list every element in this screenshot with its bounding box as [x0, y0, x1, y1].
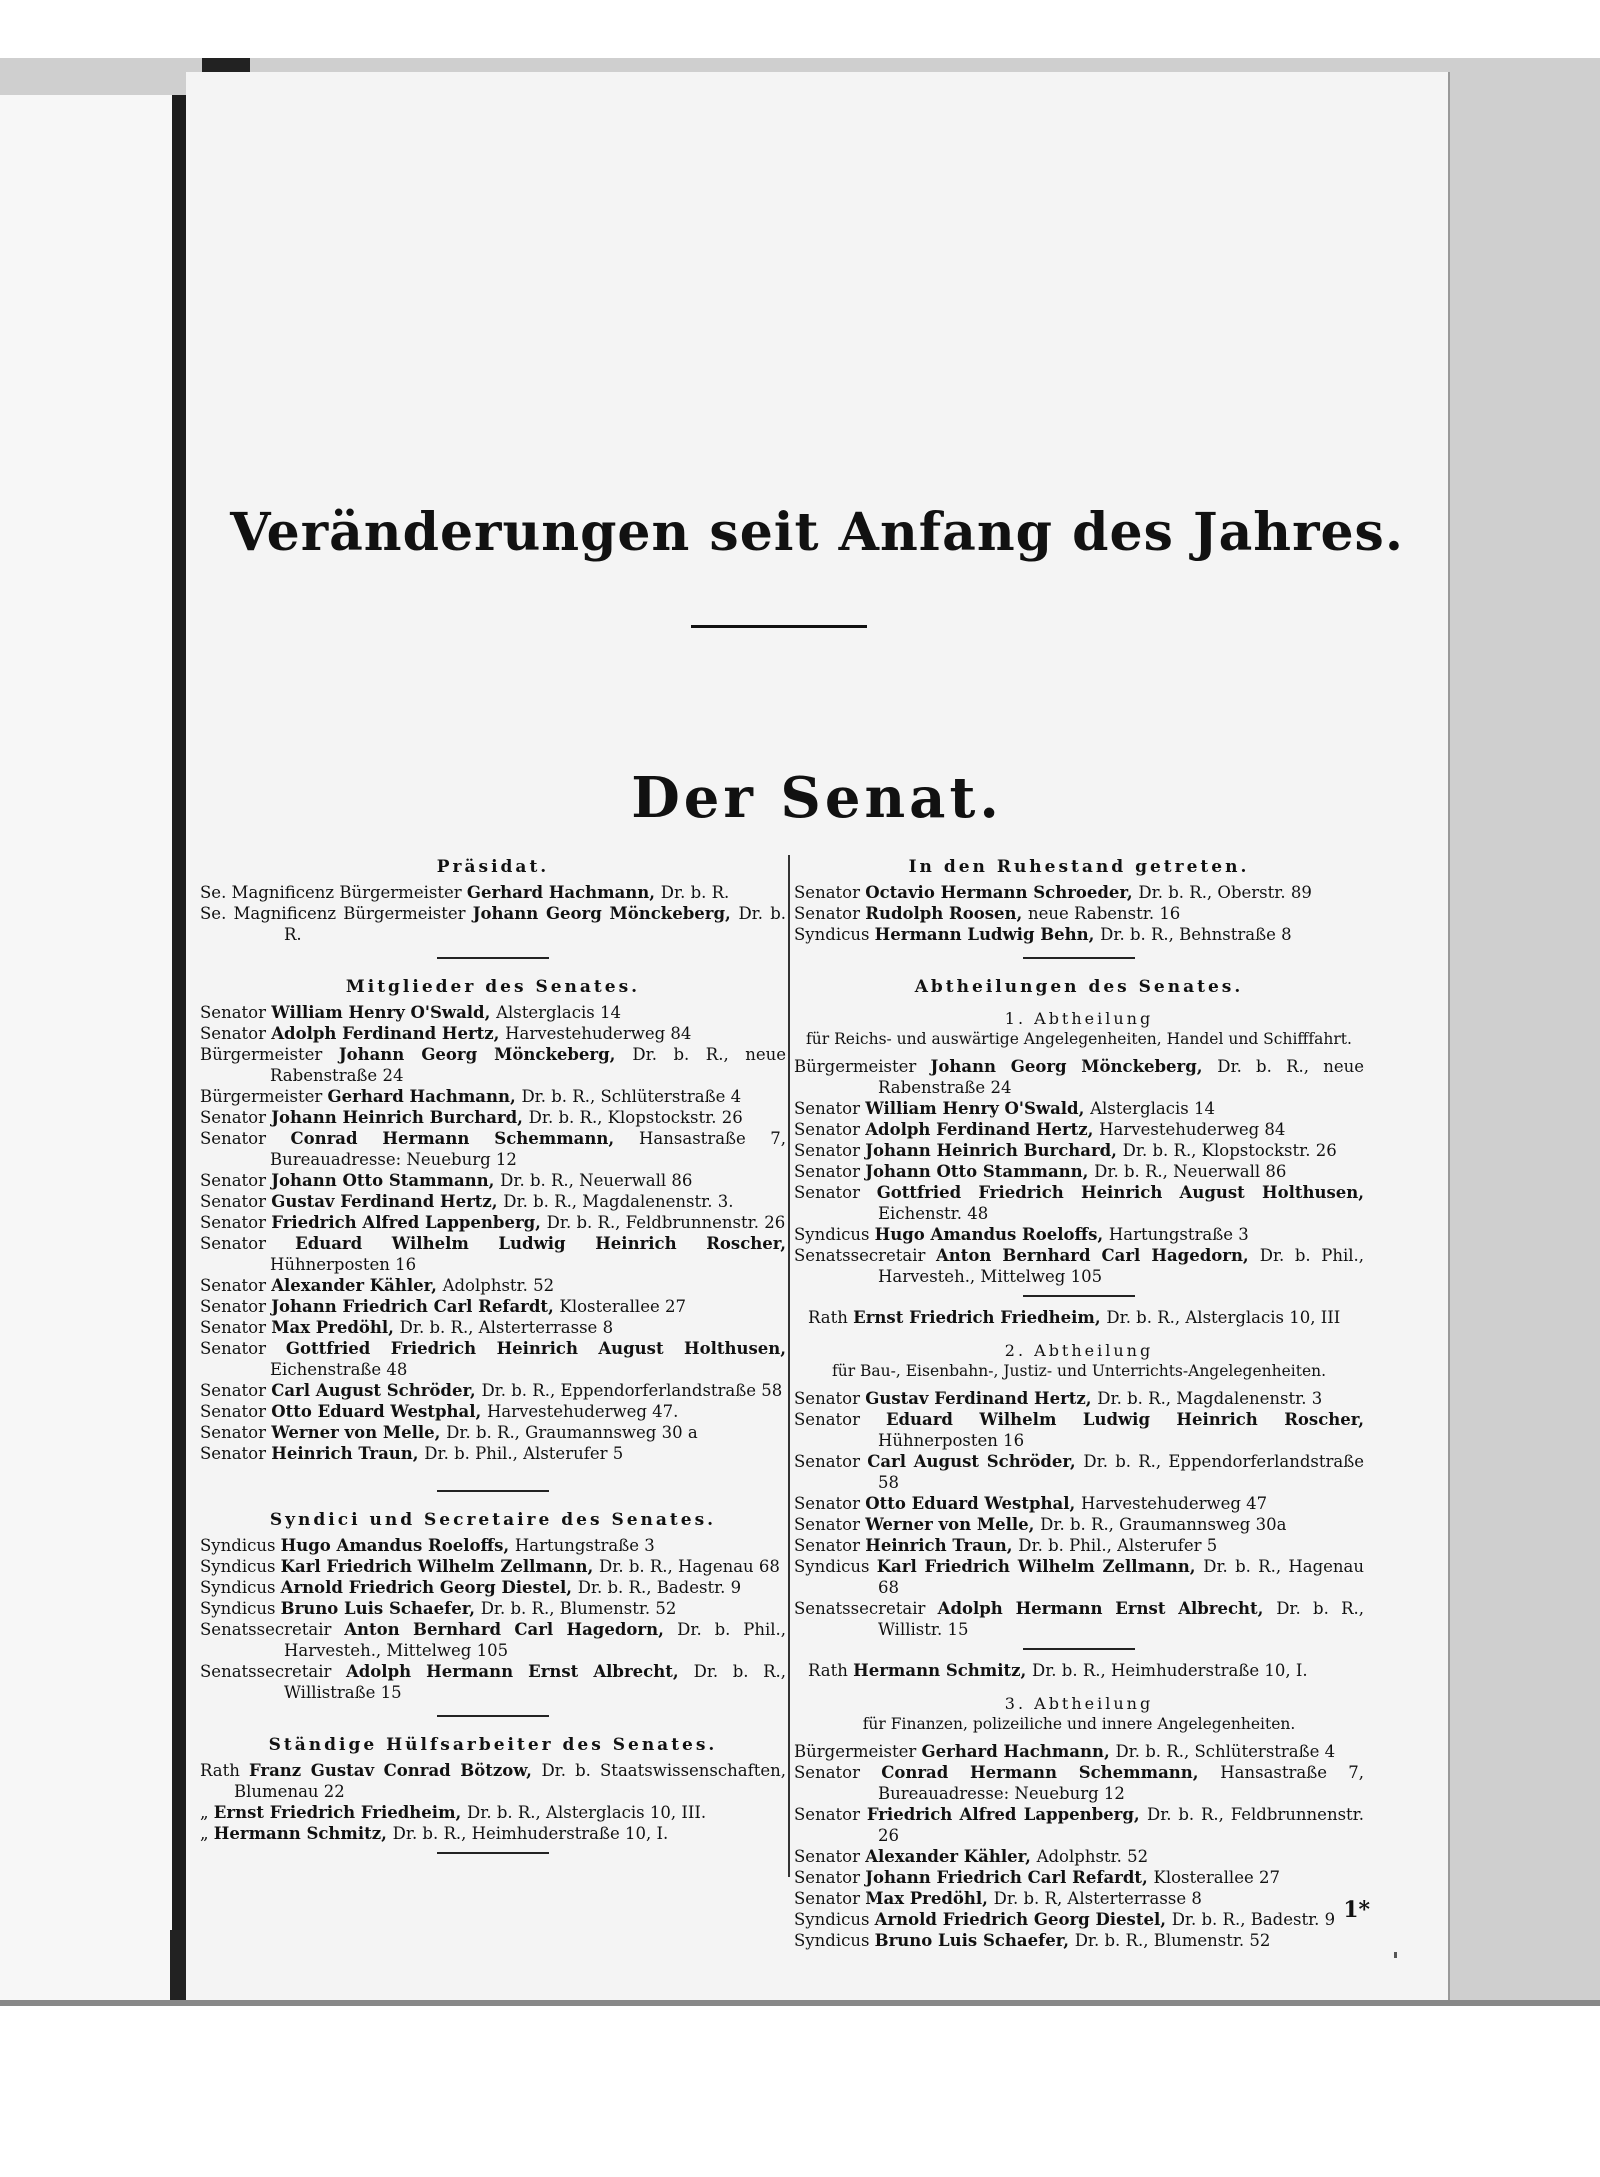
entry-name: Johann Heinrich Burchard, [865, 1141, 1123, 1160]
entry-list [200, 1760, 786, 1844]
entry-title: Senator [794, 1536, 866, 1555]
entry [794, 1909, 1364, 1930]
separator [1023, 1295, 1135, 1297]
entry [794, 924, 1364, 945]
entry [794, 1119, 1364, 1140]
entry-address: Adolphstr. 52 [442, 1276, 555, 1295]
entry [200, 1598, 786, 1619]
entry-name: Johann Otto Stammann, [271, 1171, 501, 1190]
entry-title: „ [200, 1824, 214, 1843]
entry [200, 1422, 786, 1443]
entry-address: Dr. b. R., Hagenau 68 [599, 1557, 780, 1576]
section-heading: Mitglieder des Senates. [345, 977, 641, 997]
entry-title: Senator [794, 1515, 866, 1534]
entry-list [794, 882, 1364, 945]
entry-title: Syndicus [200, 1536, 281, 1555]
entry-title: Senator [200, 1003, 272, 1022]
department-title: 2. Abtheilung [1004, 1341, 1154, 1360]
rath-entry [794, 1660, 1364, 1681]
entry-name: Johann Heinrich Burchard, [271, 1108, 529, 1127]
entry-title: Senator [794, 1099, 866, 1118]
entry-address: Dr. b. R., Neuerwall 86 [500, 1171, 693, 1190]
entry-name: Eduard Wilhelm Ludwig Heinrich Roscher, [295, 1234, 786, 1253]
entry-name: Gottfried Friedrich Heinrich August Holthusen, [285, 1339, 786, 1358]
document-page [186, 72, 1448, 2000]
entry-address: Dr. b. R., Blumenstr. 52 [480, 1599, 677, 1618]
entry-address: Dr. b. R., Oberstr. 89 [1138, 883, 1312, 902]
entry-address: Dr. b. R., Heimhuderstraße 10, I. [1032, 1661, 1308, 1680]
page-title: Veränderungen seit Anfang des Jahres. [230, 502, 1404, 563]
entry-name: Arnold Friedrich Georg Diestel, [280, 1578, 578, 1597]
entry-name: Eduard Wilhelm Ludwig Heinrich Roscher, [885, 1410, 1365, 1429]
entry [200, 1661, 786, 1703]
entry-title: Syndicus [794, 1557, 877, 1576]
entry-address: Harvestehuderweg 47 [1080, 1494, 1268, 1513]
entry-name: William Henry O'Swald, [865, 1099, 1091, 1118]
entry-name: Conrad Hermann Schemmann, [290, 1129, 640, 1148]
entry [794, 1514, 1364, 1535]
column-divider [788, 855, 790, 1877]
entry-name: Franz Gustav Conrad Bötzow, [249, 1761, 542, 1780]
entry-list [794, 1056, 1364, 1287]
title-rule [691, 625, 867, 628]
rath-entry [794, 1307, 1364, 1328]
entry [200, 1275, 786, 1296]
entry-title: Senator [794, 1889, 866, 1908]
entry-address: Dr. b. R., Alsterglacis 10, III [1106, 1308, 1341, 1327]
entry-name: Gerhard Hachmann, [921, 1742, 1116, 1761]
entry-address: Dr. b. R., Badestr. 9 [1171, 1910, 1336, 1929]
entry-list [200, 1535, 786, 1703]
department-title: 1. Abtheilung [1004, 1009, 1154, 1028]
entry-address: Dr. b. Phil., Alsterufer 5 [1018, 1536, 1218, 1555]
entry [200, 1107, 786, 1128]
entry-address: Hühnerposten 16 [878, 1431, 1025, 1450]
entry-title: Senator [794, 883, 866, 902]
entry-name: Hermann Schmitz, [853, 1661, 1032, 1680]
entry [200, 1296, 786, 1317]
entry-title: Senator [200, 1402, 272, 1421]
section-title: Der Senat. [631, 765, 1003, 831]
department-title: 3. Abtheilung [1004, 1694, 1154, 1713]
entry-address: Harvestehuderweg 84 [505, 1024, 692, 1043]
entry-address: Dr. b. R., Graumannsweg 30 a [446, 1423, 698, 1442]
entry-title: Syndicus [794, 1910, 875, 1929]
entry-name: Gustav Ferdinand Hertz, [865, 1389, 1098, 1408]
entry-name: Gustav Ferdinand Hertz, [271, 1192, 504, 1211]
entry-address: Hühnerposten 16 [270, 1255, 417, 1274]
entry [200, 1023, 786, 1044]
entry [794, 1762, 1364, 1804]
entry [200, 1233, 786, 1275]
entry [794, 1846, 1364, 1867]
entry-title: Senator [200, 1108, 272, 1127]
entry [200, 1317, 786, 1338]
entry-name: Bruno Luis Schaefer, [280, 1599, 481, 1618]
entry-title: Senator [200, 1234, 296, 1253]
entry-name: Otto Eduard Westphal, [865, 1494, 1081, 1513]
entry-address: Dr. b. R., Eppendorferlandstraße 58 [878, 1452, 1364, 1492]
entry-title: Syndicus [200, 1578, 281, 1597]
entry-title: Syndicus [794, 1931, 875, 1950]
separator [1023, 957, 1135, 959]
entry-name: Johann Otto Stammann, [865, 1162, 1095, 1181]
entry [794, 1245, 1364, 1287]
entry-name: Hugo Amandus Roeloffs, [280, 1536, 515, 1555]
entry [200, 1556, 786, 1577]
entry-name: Gerhard Hachmann, [466, 883, 661, 902]
entry-address: Hansastraße 7, Bureauadresse: Neueburg 12 [270, 1129, 786, 1169]
entry [200, 1535, 786, 1556]
entry-name: Arnold Friedrich Georg Diestel, [874, 1910, 1172, 1929]
entry-title: Senator [200, 1213, 272, 1232]
department-description: für Finanzen, polizeiliche und innere Angelegenheiten. [862, 1715, 1296, 1733]
right-column [794, 857, 1364, 1951]
entry [794, 1867, 1364, 1888]
entry-list [794, 1388, 1364, 1640]
separator [437, 1490, 549, 1492]
left-column [200, 857, 786, 1872]
entry-name: Conrad Hermann Schemmann, [881, 1763, 1221, 1782]
entry-title: Bürgermeister [200, 1087, 328, 1106]
entry-title: Senator [200, 1129, 291, 1148]
entry-title: Bürgermeister [200, 1045, 339, 1064]
entry-name: Anton Bernhard Carl Hagedorn, [344, 1620, 678, 1639]
entry [794, 1888, 1364, 1909]
entry-name: Anton Bernhard Carl Hagedorn, [935, 1246, 1260, 1265]
scan-bottom-edge [0, 2000, 1600, 2006]
entry-address: Dr. b. R., Schlüterstraße 4 [1115, 1742, 1336, 1761]
entry-name: Otto Eduard Westphal, [271, 1402, 487, 1421]
entry [200, 882, 786, 903]
entry-address: Dr. b. R., neue Rabenstraße 24 [878, 1057, 1364, 1097]
department-description: für Reichs- und auswärtige Angelegenheiten, Handel und Schifffahrt. [806, 1030, 1352, 1048]
entry-title: Senatssecretair [200, 1620, 345, 1639]
entry-address: Dr. b. R., Klopstockstr. 26 [1122, 1141, 1337, 1160]
entry-address: Klosterallee 27 [1153, 1868, 1280, 1887]
entry-address: Dr. b. Phil., Harvesteh., Mittelweg 105 [878, 1246, 1364, 1286]
entry-address: Dr. b. R., Badestr. 9 [577, 1578, 742, 1597]
entry-title: Senator [200, 1423, 272, 1442]
entry-address: Dr. b. R., Feldbrunnenstr. 26 [546, 1213, 786, 1232]
entry-name: Adolph Ferdinand Hertz, [865, 1120, 1100, 1139]
separator [437, 957, 549, 959]
entry-title: Rath [200, 1761, 249, 1780]
entry-address: Dr. b. Phil., Alsterufer 5 [424, 1444, 624, 1463]
entry-address: Dr. b. R. [284, 904, 786, 944]
entry [200, 1823, 786, 1844]
section-heading: In den Ruhestand getreten. [908, 857, 1250, 877]
entry-address: Dr. b. R., Graumannsweg 30a [1040, 1515, 1287, 1534]
section-heading: Ständige Hülfsarbeiter des Senates. [268, 1735, 718, 1755]
entry [794, 1556, 1364, 1598]
entry-title: Senator [200, 1339, 286, 1358]
entry-title: Senatssecretair [794, 1246, 936, 1265]
separator [437, 1715, 549, 1717]
entry-title: Senator [794, 1183, 877, 1202]
entry-title: Syndicus [200, 1557, 281, 1576]
entry [200, 1619, 786, 1661]
entry-name: Hermann Schmitz, [213, 1824, 393, 1843]
entry-address: Dr. b. R., Schlüterstraße 4 [521, 1087, 742, 1106]
entry-title: Rath [808, 1308, 854, 1327]
entry [794, 1098, 1364, 1119]
entry-address: neue Rabenstr. 16 [1028, 904, 1181, 923]
entry-title: Senator [794, 1410, 886, 1429]
entry-name: Hermann Ludwig Behn, [874, 925, 1101, 944]
entry-address: Dr. b. R. [660, 883, 730, 902]
entry-name: Karl Friedrich Wilhelm Zellmann, [876, 1557, 1204, 1576]
entry-title: Senator [794, 1162, 866, 1181]
entry [794, 882, 1364, 903]
entry [200, 1760, 786, 1802]
entry-title: Senator [794, 1805, 867, 1824]
entry-address: Dr. b. R., Hagenau 68 [878, 1557, 1364, 1597]
entry-title: Senator [200, 1276, 272, 1295]
entry [794, 1660, 1364, 1681]
entry-title: Senator [200, 1024, 272, 1043]
entry-name: Carl August Schröder, [867, 1452, 1084, 1471]
entry [794, 1161, 1364, 1182]
entry-name: Rudolph Roosen, [865, 904, 1029, 923]
entry-address: Dr. b. R., Magdalenenstr. 3. [503, 1192, 734, 1211]
entry [794, 1451, 1364, 1493]
entry-address: Dr. b. R., Neuerwall 86 [1094, 1162, 1287, 1181]
entry [200, 1802, 786, 1823]
entry-name: Ernst Friedrich Friedheim, [853, 1308, 1107, 1327]
section-heading: Präsidat. [436, 857, 550, 877]
entry-title: Senator [794, 1141, 866, 1160]
entry [794, 1224, 1364, 1245]
entry-address: Dr. b. R., Magdalenenstr. 3 [1097, 1389, 1323, 1408]
entry [794, 1140, 1364, 1161]
entry-name: Gottfried Friedrich Heinrich August Holthusen, [876, 1183, 1364, 1202]
entry-title: Senator [200, 1192, 272, 1211]
entry-list [200, 882, 786, 945]
entry-address: Hartungstraße 3 [514, 1536, 655, 1555]
entry-name: Friedrich Alfred Lappenberg, [271, 1213, 547, 1232]
entry-address: Harvestehuderweg 84 [1099, 1120, 1286, 1139]
section-heading: Abtheilungen des Senates. [914, 977, 1244, 997]
entry [794, 1535, 1364, 1556]
page-number: 1* [1343, 1897, 1370, 1923]
separator [437, 1852, 549, 1854]
entry-name: Carl August Schröder, [271, 1381, 482, 1400]
entry-address: Hartungstraße 3 [1108, 1225, 1249, 1244]
entry-address: Eichenstraße 48 [270, 1360, 408, 1379]
entry [794, 1598, 1364, 1640]
entry [200, 1338, 786, 1380]
entry-name: Max Predöhl, [271, 1318, 400, 1337]
entry [200, 1170, 786, 1191]
entry [794, 1493, 1364, 1514]
entry [794, 1182, 1364, 1224]
entry [200, 1044, 786, 1086]
entry-address: Adolphstr. 52 [1036, 1847, 1149, 1866]
entry-title: Bürgermeister [794, 1742, 922, 1761]
entry-name: Werner von Melle, [271, 1423, 447, 1442]
entry-address: Dr. b. R., Alsterterrasse 8 [399, 1318, 614, 1337]
entry [794, 1307, 1364, 1328]
entry [200, 1380, 786, 1401]
entry-list [794, 1741, 1364, 1951]
entry-title: Senator [200, 1381, 272, 1400]
entry-name: Adolph Hermann Ernst Albrecht, [345, 1662, 694, 1681]
entry [794, 1056, 1364, 1098]
entry-name: William Henry O'Swald, [271, 1003, 497, 1022]
entry [794, 903, 1364, 924]
entry-address: Dr. b. R., Eppendorferlandstraße 58 [481, 1381, 783, 1400]
entry-address: Dr. b. R., Feldbrunnenstr. 26 [878, 1805, 1364, 1845]
entry-name: Johann Friedrich Carl Refardt, [271, 1297, 560, 1316]
entry-title: Senator [200, 1444, 272, 1463]
book-spine [172, 95, 186, 2000]
entry-name: Adolph Ferdinand Hertz, [271, 1024, 506, 1043]
entry-address: Dr. b. Staatswissenschaften, Blumenau 22 [234, 1761, 786, 1801]
entry-name: Johann Georg Mönckeberg, [930, 1057, 1218, 1076]
entry-address: Hansastraße 7, Bureauadresse: Neueburg 12 [878, 1763, 1365, 1803]
entry-title: Senator [200, 1171, 272, 1190]
entry-address: Alsterglacis 14 [496, 1003, 621, 1022]
entry [200, 1128, 786, 1170]
entry-title: Senator [794, 1494, 866, 1513]
entry-title: Senator [794, 1868, 866, 1887]
entry-title: Senator [200, 1318, 272, 1337]
entry-address: Dr. b. R., neue Rabenstraße 24 [270, 1045, 786, 1085]
entry-address: Dr. b. R., Behnstraße 8 [1100, 925, 1292, 944]
entry-name: Friedrich Alfred Lappenberg, [866, 1805, 1147, 1824]
entry [794, 1388, 1364, 1409]
entry-address: Klosterallee 27 [559, 1297, 686, 1316]
entry-title: Senator [794, 1120, 866, 1139]
entry-address: Dr. b. Phil., Harvesteh., Mittelweg 105 [284, 1620, 786, 1660]
entry-title: Senator [794, 1763, 882, 1782]
entry [200, 1086, 786, 1107]
entry [200, 1577, 786, 1598]
entry-address: Dr. b. R., Heimhuderstraße 10, I. [392, 1824, 669, 1843]
entry-title: Senator [794, 904, 866, 923]
entry-name: Max Predöhl, [865, 1889, 994, 1908]
entry-name: Heinrich Traun, [865, 1536, 1019, 1555]
entry [794, 1804, 1364, 1846]
entry-name: Karl Friedrich Wilhelm Zellmann, [280, 1557, 600, 1576]
entry-title: Senator [794, 1847, 866, 1866]
entry-name: Heinrich Traun, [271, 1444, 425, 1463]
entry-name: Johann Georg Mönckeberg, [338, 1045, 633, 1064]
entry [794, 1409, 1364, 1451]
entry-name: Adolph Hermann Ernst Albrecht, [937, 1599, 1277, 1618]
entry [200, 903, 786, 945]
separator [1023, 1648, 1135, 1650]
department-description: für Bau-, Eisenbahn-, Justiz- und Unterrichts-Angelegenheiten. [831, 1362, 1327, 1380]
entry [200, 1002, 786, 1023]
entry-name: Hugo Amandus Roeloffs, [874, 1225, 1109, 1244]
entry-title: Bürgermeister [794, 1057, 931, 1076]
entry-address: Dr. b. R., Klopstockstr. 26 [528, 1108, 743, 1127]
entry-title: Syndicus [200, 1599, 281, 1618]
entry-title: Se. Magnificenz Bürgermeister [200, 883, 467, 902]
entry-title: Senator [200, 1297, 272, 1316]
entry-address: Eichenstr. 48 [878, 1204, 989, 1223]
entry-address: Dr. b. R., Blumenstr. 52 [1074, 1931, 1271, 1950]
entry [200, 1443, 786, 1464]
entry-title: Se. Magnificenz Bürgermeister [200, 904, 473, 923]
scan-speck [1394, 1952, 1397, 1958]
entry-name: Johann Georg Mönckeberg, [472, 904, 739, 923]
entry-title: Rath [808, 1661, 854, 1680]
entry-name: Alexander Kähler, [271, 1276, 443, 1295]
entry-name: Johann Friedrich Carl Refardt, [865, 1868, 1154, 1887]
entry-name: Gerhard Hachmann, [327, 1087, 522, 1106]
entry-address: Harvestehuderweg 47. [486, 1402, 679, 1421]
entry-name: Ernst Friedrich Friedheim, [213, 1803, 468, 1822]
facing-page-edge [0, 95, 178, 2000]
entry-address: Dr. b. R., Willistr. 15 [878, 1599, 1364, 1639]
entry [794, 1930, 1364, 1951]
entry-title: Senatssecretair [200, 1662, 346, 1681]
entry-address: Alsterglacis 14 [1090, 1099, 1215, 1118]
entry-title: Syndicus [794, 925, 875, 944]
entry-name: Bruno Luis Schaefer, [874, 1931, 1075, 1950]
section-heading: Syndici und Secretaire des Senates. [269, 1510, 717, 1530]
entry [794, 1741, 1364, 1762]
entry-title: „ [200, 1803, 214, 1822]
entry-name: Octavio Hermann Schroeder, [865, 883, 1139, 902]
entry [200, 1191, 786, 1212]
entry-title: Senator [794, 1452, 868, 1471]
entry-title: Syndicus [794, 1225, 875, 1244]
entry [200, 1401, 786, 1422]
entry-list [200, 1002, 786, 1464]
entry-name: Werner von Melle, [865, 1515, 1041, 1534]
entry-title: Senator [794, 1389, 866, 1408]
entry-address: Dr. b. R., Alsterglacis 10, III. [467, 1803, 707, 1822]
entry-address: Dr. b. R., Willistraße 15 [284, 1662, 786, 1702]
entry-title: Senatssecretair [794, 1599, 938, 1618]
entry-address: Dr. b. R, Alsterterrasse 8 [993, 1889, 1202, 1908]
entry-name: Alexander Kähler, [865, 1847, 1037, 1866]
entry [200, 1212, 786, 1233]
